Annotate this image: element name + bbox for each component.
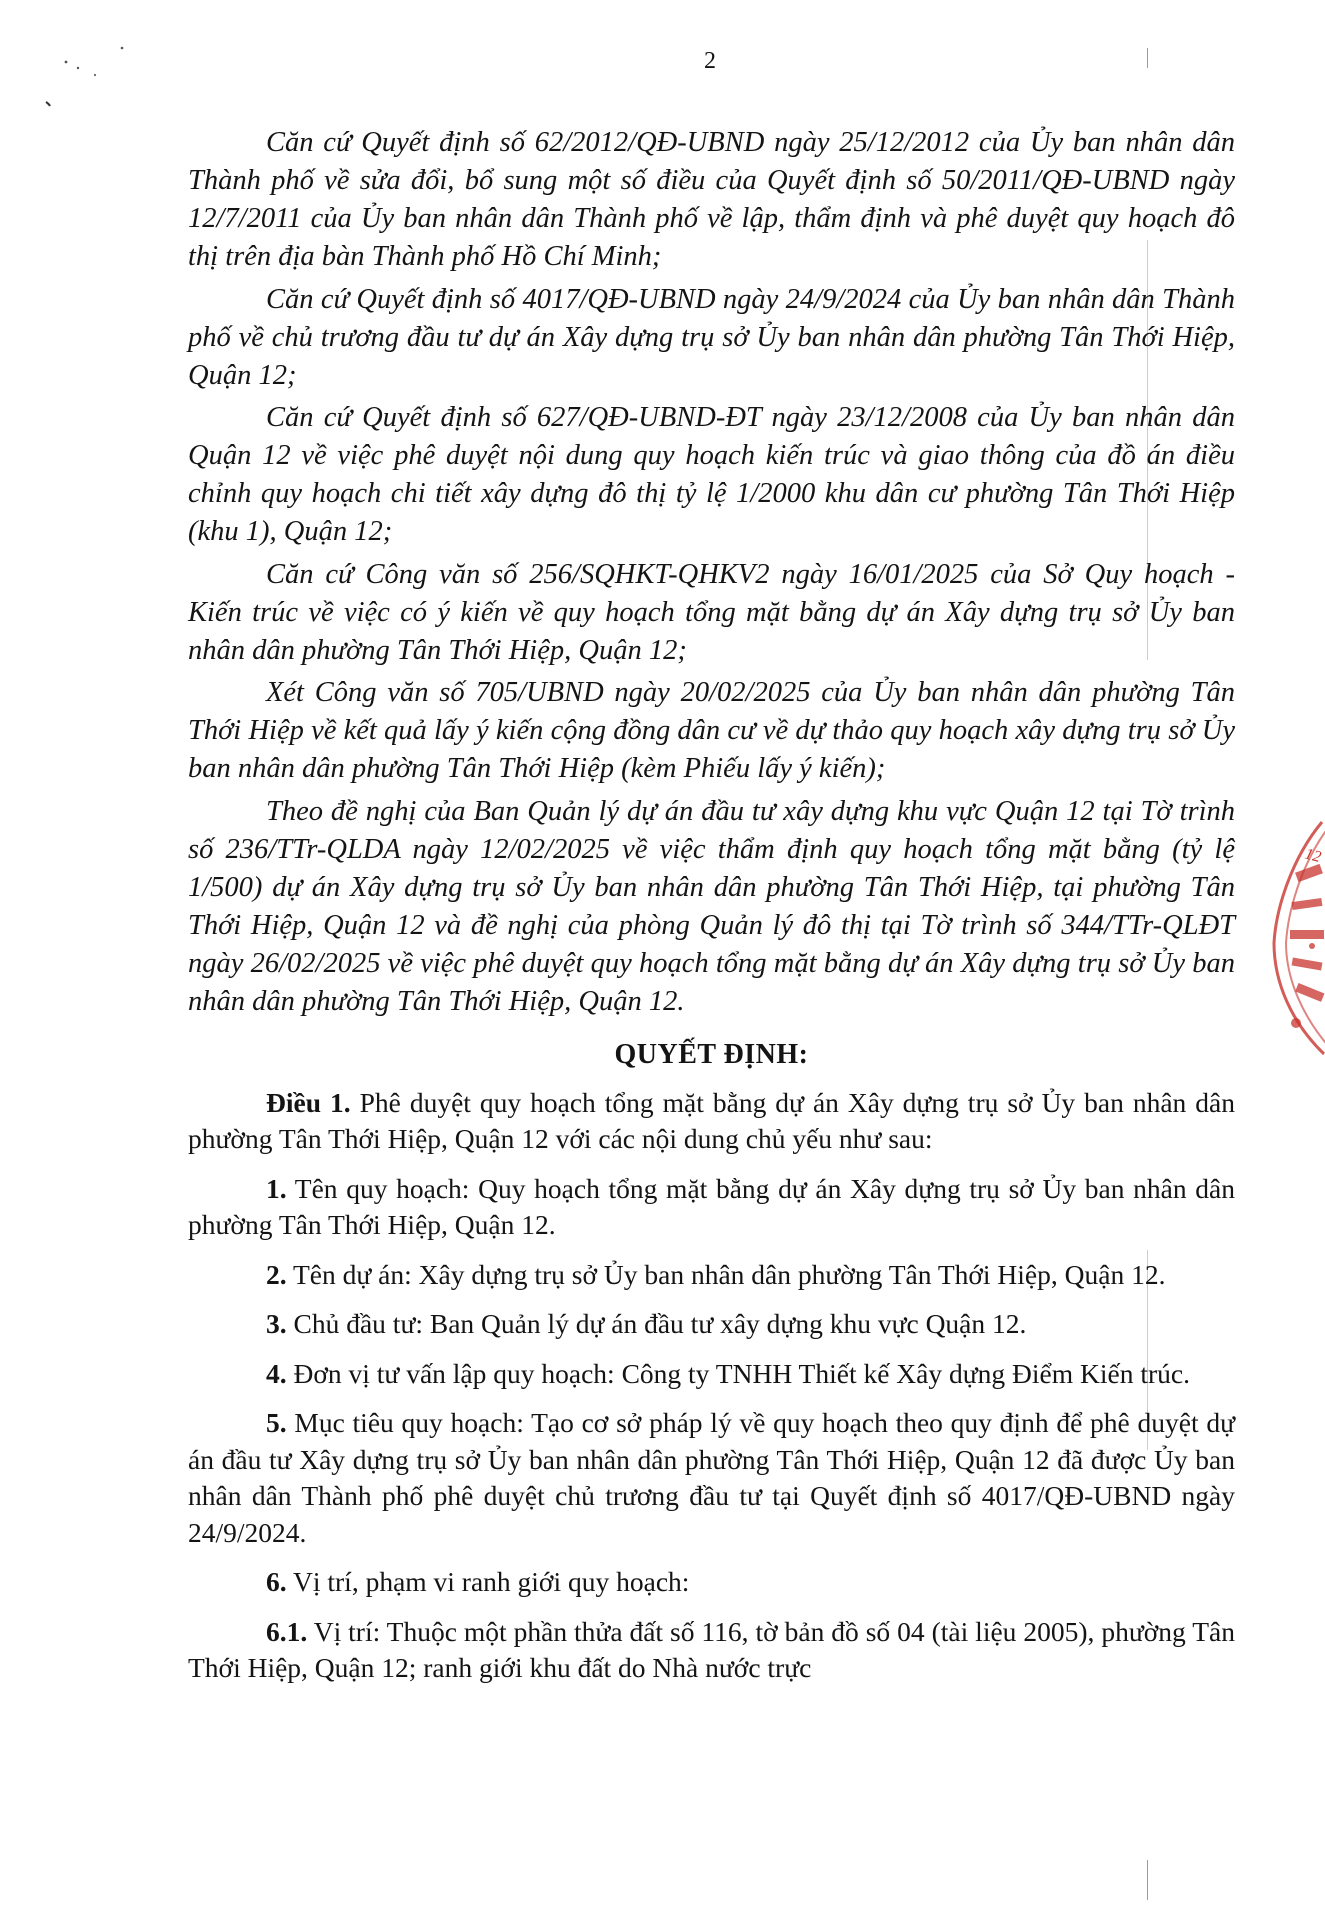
list-item [188,1257,1235,1294]
item-number: 6. [266,1566,287,1597]
preamble-paragraph: Căn cứ Công văn số 256/SQHKT-QHKV2 ngày 16/01/2025 của Sở Quy hoạch - Kiến trúc về việc có ý kiến về quy hoạch tổng mặt bằng dự án Xây dựng trụ sở Ủy ban nhân dân phường Tân Thới Hiệp, Quận 12; [188,558,1235,666]
list-item [188,1614,1235,1687]
item-text: Chủ đầu tư: Ban Quản lý dự án đầu tư xây dựng khu vực Quận 12. [286,1308,1027,1339]
article-text: Phê duyệt quy hoạch tổng mặt bằng dự án Xây dựng trụ sở Ủy ban nhân dân phường Tân Thới Hiệp, Quận 12 với các nội dung chủ yếu như sau: [188,1086,1235,1154]
preamble-paragraph: Căn cứ Quyết định số 62/2012/QĐ-UBND ngày 25/12/2012 của Ủy ban nhân dân Thành phố về sửa đổi, bổ sung một số điều của Quyết định số 50/2011/QĐ-UBND ngày 12/7/2011 của Ủy ban nhân dân Thành phố về lập, thẩm định và phê duyệt quy hoạch đô thị trên địa bàn Thành phố Hồ Chí Minh; [188,127,1235,272]
item-number: 2. [266,1258,287,1290]
item-number: 5. [266,1407,287,1438]
item-text: Đơn vị tư vấn lập quy hoạch: Công ty TNHH Thiết kế Xây dựng Điểm Kiến trúc. [286,1357,1190,1389]
item-number: 6.1. [266,1615,308,1647]
page-number: 2 [704,48,716,74]
preamble-paragraph: Theo đề nghị của Ban Quản lý dự án đầu tư xây dựng khu vực Quận 12 tại Tờ trình số 236/TTr-QLDA ngày 12/02/2025 về việc thẩm định quy hoạch tổng mặt bằng (tỷ lệ 1/500) dự án Xây dựng trụ sở Ủy ban nhân dân phường Tân Thới Hiệp, tại phường Tân Thới Hiệp, Quận 12 và đề nghị của phòng Quản lý đô thị tại Tờ trình số 344/TTr-QLĐT ngày 26/02/2025 về việc phê duyệt quy hoạch tổng mặt bằng dự án Xây dựng trụ sở Ủy ban nhân dân phường Tân Thới Hiệp, Quận 12. [188,795,1235,1017]
list-item [188,1564,1235,1601]
item-number: 3. [266,1308,287,1339]
item-text: Tên dự án: Xây dựng trụ sở Ủy ban nhân dân phường Tân Thới Hiệp, Quận 12. [286,1258,1166,1290]
item-text: Vị trí, phạm vi ranh giới quy hoạch: [286,1566,690,1597]
preamble-paragraph: Căn cứ Quyết định số 627/QĐ-UBND-ĐT ngày 23/12/2008 của Ủy ban nhân dân Quận 12 về việc phê duyệt nội dung quy hoạch kiến trúc và giao thông của đồ án điều chỉnh quy hoạch chi tiết xây dựng đô thị tỷ lệ 1/2000 khu dân cư phường Tân Thới Hiệp (khu 1), Quận 12; [188,402,1235,547]
article-1 [188,1085,1235,1158]
item-text: Tên quy hoạch: Quy hoạch tổng mặt bằng dự án Xây dựng trụ sở Ủy ban nhân dân phường Tân Thới Hiệp, Quận 12. [188,1172,1235,1240]
list-item [188,1171,1235,1244]
list-item [188,1356,1235,1393]
preamble-paragraph: Căn cứ Quyết định số 4017/QĐ-UBND ngày 24/9/2024 của Ủy ban nhân dân Thành phố về chủ trương đầu tư dự án Xây dựng trụ sở Ủy ban nhân dân phường Tân Thới Hiệp, Quận 12; [188,283,1235,391]
list-item [188,1306,1235,1343]
red-seal-stamp-edge [1262,818,1325,1058]
preamble-paragraph: Xét Công văn số 705/UBND ngày 20/02/2025 của Ủy ban nhân dân phường Tân Thới Hiệp về kết quả lấy ý kiến cộng đồng dân cư về dự thảo quy hoạch xây dựng trụ sở Ủy ban nhân dân phường Tân Thới Hiệp (kèm Phiếu lấy ý kiến); [188,677,1235,784]
item-text: Vị trí: Thuộc một phần thửa đất số 116, tờ bản đồ số 04 (tài liệu 2005), phường Tân Thới Hiệp, Quận 12; ranh giới khu đất do Nhà nước trực [188,1615,1235,1683]
item-number: 4. [266,1357,287,1389]
list-item [188,1405,1235,1551]
scan-fold-line [1147,1860,1148,1900]
decision-heading: QUYẾT ĐỊNH: [614,1038,809,1070]
item-number: 1. [266,1172,287,1204]
article-label: Điều 1. [266,1086,351,1118]
item-text: Mục tiêu quy hoạch: Tạo cơ sở pháp lý về quy hoạch theo quy định để phê duyệt dự án đầu tư Xây dựng trụ sở Ủy ban nhân dân phường Tân Thới Hiệp, Quận 12 đã được Ủy ban nhân dân Thành phố phê duyệt chủ trương đầu tư tại Quyết định số 4017/QĐ-UBND ngày 24/9/2024. [188,1407,1235,1548]
stamp-number: 12 [1302,845,1323,867]
document-body [188,124,1235,1700]
